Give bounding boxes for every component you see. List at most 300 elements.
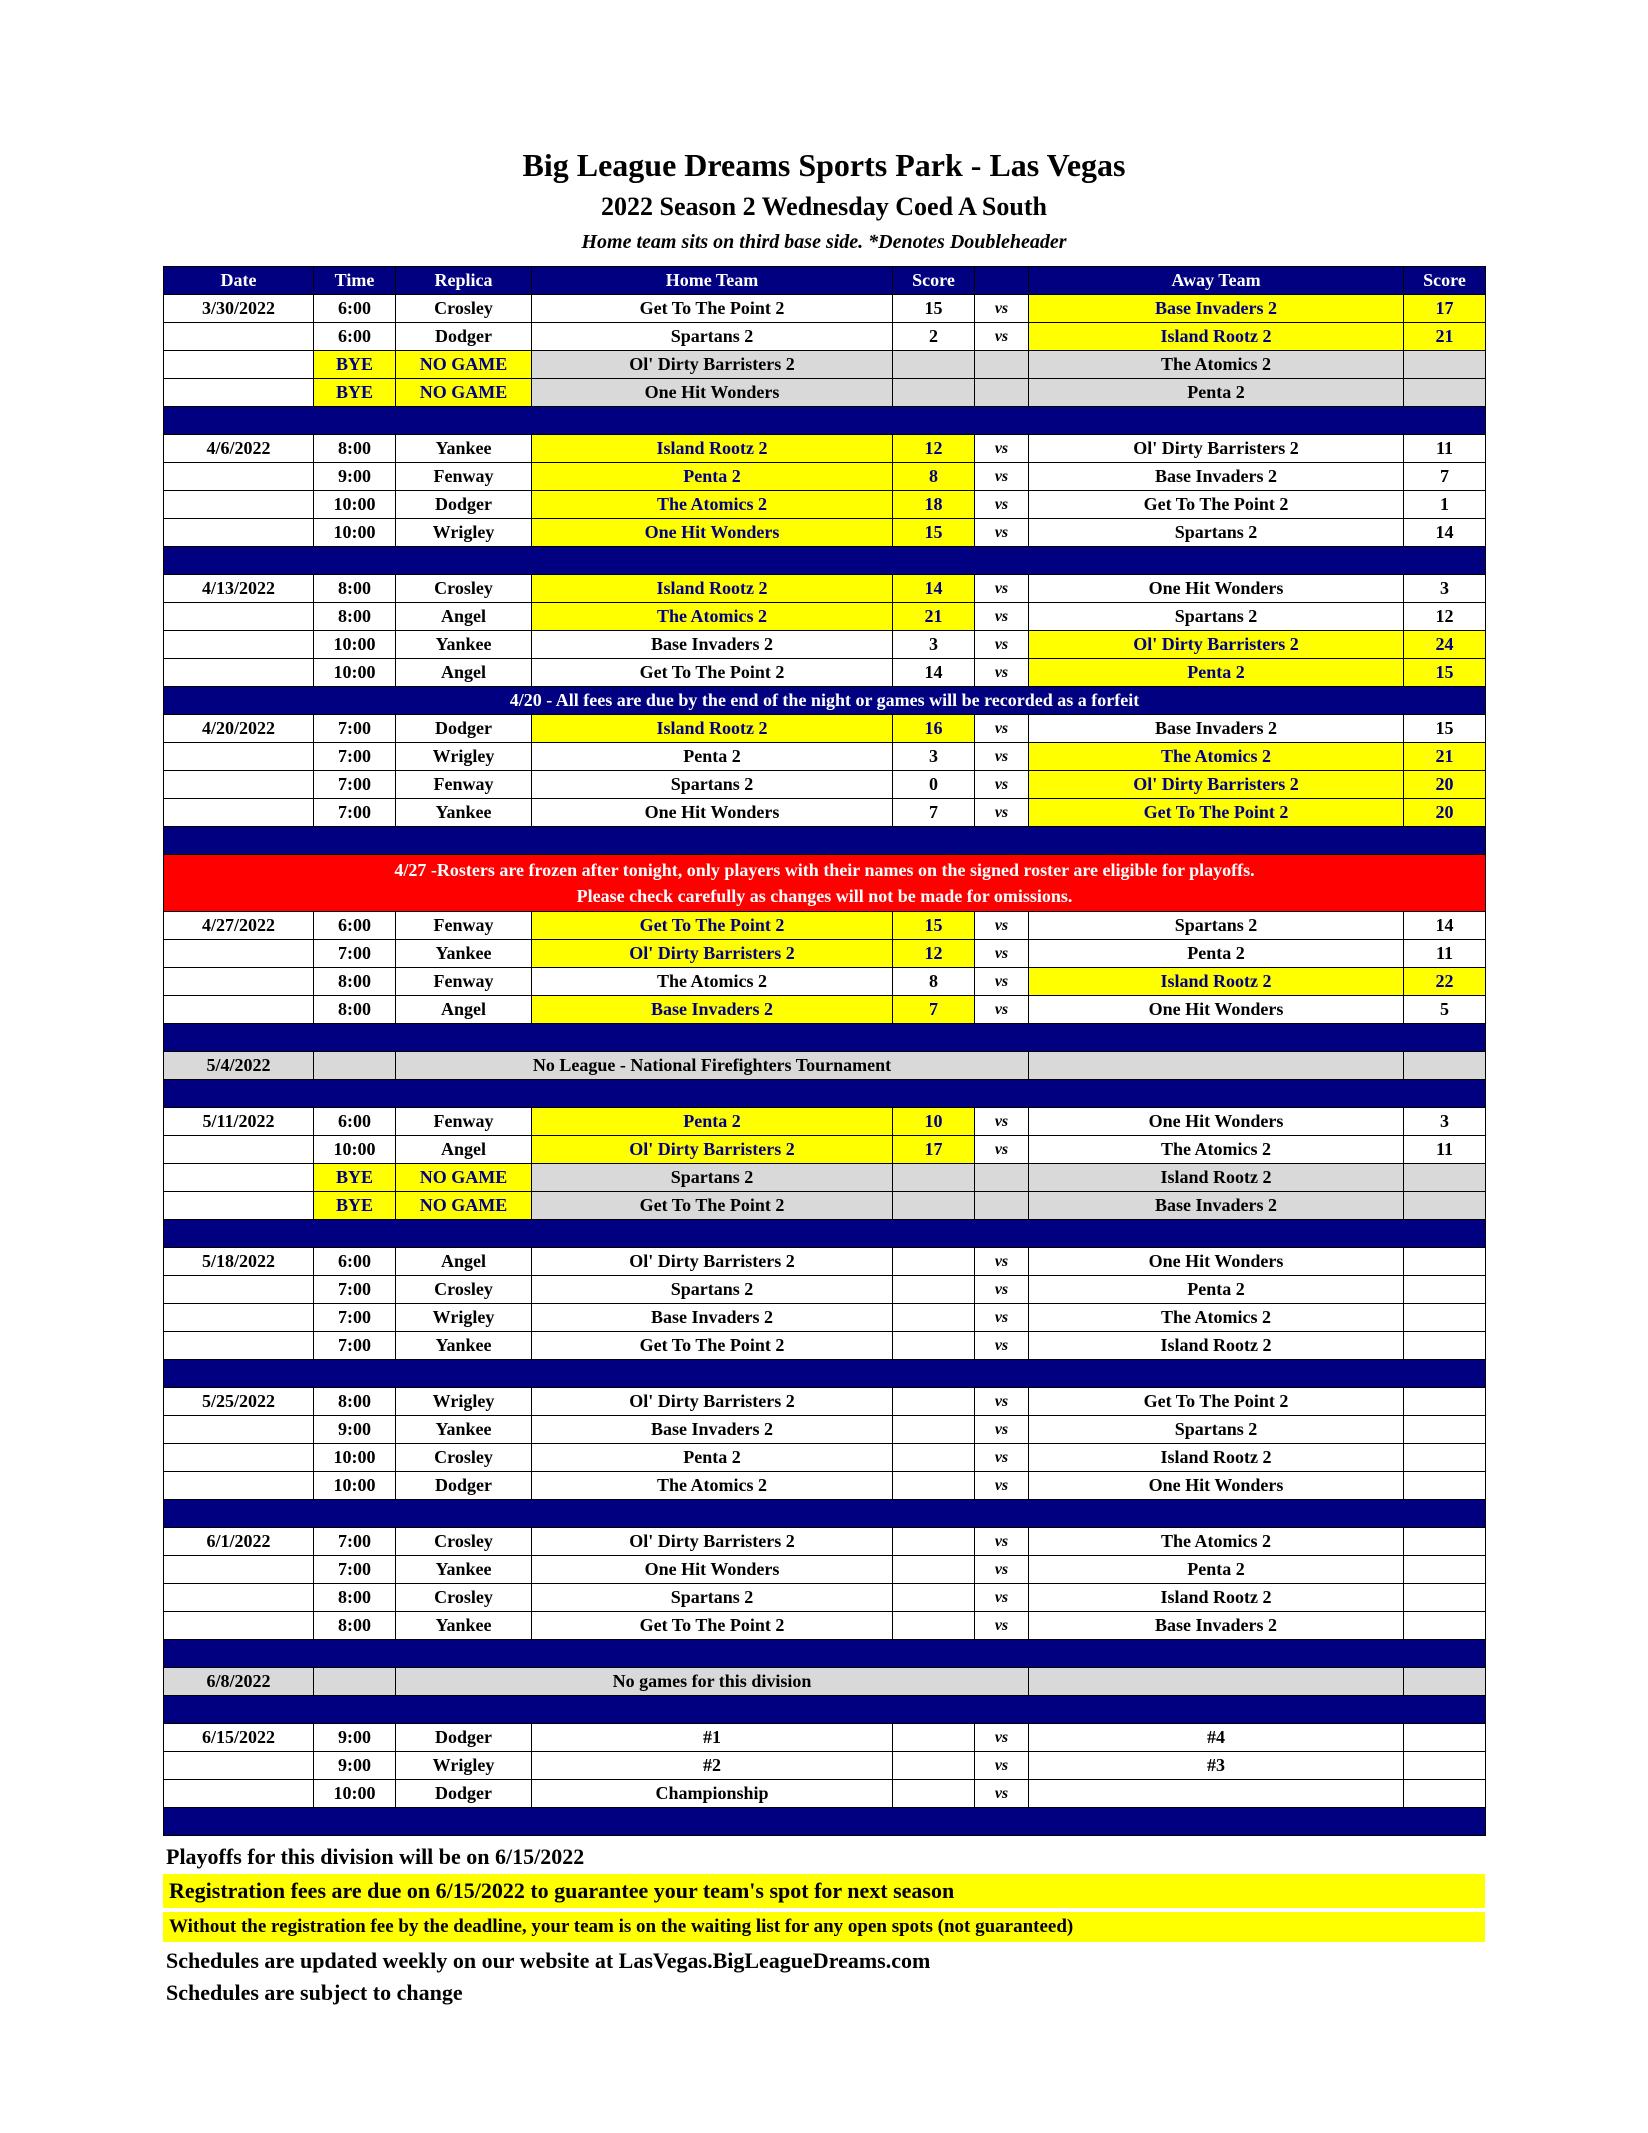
home-team-cell: Island Rootz 2 — [532, 435, 893, 463]
home-score-cell — [893, 1164, 975, 1192]
game-row — [164, 912, 1486, 940]
replica-cell: Angel — [396, 1248, 532, 1276]
vs-cell — [975, 1192, 1029, 1220]
vs-cell: vs — [975, 1444, 1029, 1472]
date-cell — [164, 1276, 314, 1304]
time-cell: 7:00 — [314, 1276, 396, 1304]
vs-cell — [975, 379, 1029, 407]
home-team-cell: Get To The Point 2 — [532, 1192, 893, 1220]
info-text-cell: No League - National Firefighters Tournament — [396, 1052, 1029, 1080]
time-cell: 6:00 — [314, 295, 396, 323]
away-team-cell: Island Rootz 2 — [1029, 1164, 1404, 1192]
replica-cell: Angel — [396, 1136, 532, 1164]
time-cell: 6:00 — [314, 323, 396, 351]
vs-cell: vs — [975, 1472, 1029, 1500]
date-cell — [164, 1752, 314, 1780]
vs-cell: vs — [975, 1108, 1029, 1136]
away-team-cell — [1029, 1052, 1404, 1080]
replica-cell: Yankee — [396, 940, 532, 968]
away-team-cell: Get To The Point 2 — [1029, 799, 1404, 827]
game-row — [164, 1332, 1486, 1360]
registration-note: Registration fees are due on 6/15/2022 to guarantee your team's spot for next season — [163, 1874, 1485, 1908]
away-team-cell: Island Rootz 2 — [1029, 968, 1404, 996]
vs-cell: vs — [975, 940, 1029, 968]
home-team-cell: The Atomics 2 — [532, 968, 893, 996]
vs-cell: vs — [975, 1136, 1029, 1164]
home-team-cell: Championship — [532, 1780, 893, 1808]
replica-cell: Fenway — [396, 463, 532, 491]
away-score-cell — [1404, 1724, 1486, 1752]
info-row — [164, 1052, 1486, 1080]
replica-cell: Dodger — [396, 1780, 532, 1808]
replica-cell: Dodger — [396, 715, 532, 743]
home-score-cell: 8 — [893, 463, 975, 491]
date-cell — [164, 659, 314, 687]
game-row — [164, 603, 1486, 631]
game-row — [164, 575, 1486, 603]
away-score-cell: 24 — [1404, 631, 1486, 659]
vs-cell: vs — [975, 1416, 1029, 1444]
replica-cell: Wrigley — [396, 1304, 532, 1332]
home-score-cell — [893, 379, 975, 407]
away-team-cell: Penta 2 — [1029, 940, 1404, 968]
away-team-cell: Get To The Point 2 — [1029, 491, 1404, 519]
home-score-cell: 17 — [893, 1136, 975, 1164]
home-score-cell — [893, 1388, 975, 1416]
schedule-table-body — [164, 295, 1486, 1836]
vs-cell: vs — [975, 519, 1029, 547]
away-team-cell: Penta 2 — [1029, 659, 1404, 687]
notice-line: 4/27 -Rosters are frozen after tonight, only players with their names on the signed roster are eligible for playoffs. — [394, 860, 1255, 881]
separator-row — [164, 1640, 1486, 1668]
time-cell: 10:00 — [314, 1472, 396, 1500]
replica-cell: Yankee — [396, 1332, 532, 1360]
replica-cell: Angel — [396, 603, 532, 631]
replica-cell: Yankee — [396, 799, 532, 827]
date-cell — [164, 1416, 314, 1444]
game-row — [164, 799, 1486, 827]
home-score-cell: 14 — [893, 659, 975, 687]
bye-row — [164, 1164, 1486, 1192]
away-team-cell: Base Invaders 2 — [1029, 1612, 1404, 1640]
separator-bar — [164, 1500, 1486, 1528]
away-score-cell: 17 — [1404, 295, 1486, 323]
away-score-cell: 22 — [1404, 968, 1486, 996]
roster-freeze-notice — [164, 855, 1486, 912]
vs-cell: vs — [975, 968, 1029, 996]
separator-bar — [164, 1696, 1486, 1724]
away-score-cell: 20 — [1404, 799, 1486, 827]
replica-cell: Wrigley — [396, 1388, 532, 1416]
time-cell: 6:00 — [314, 912, 396, 940]
away-team-cell: Island Rootz 2 — [1029, 323, 1404, 351]
time-cell: 10:00 — [314, 1136, 396, 1164]
home-team-cell: One Hit Wonders — [532, 799, 893, 827]
replica-cell: Fenway — [396, 968, 532, 996]
home-score-cell — [893, 1724, 975, 1752]
away-score-cell — [1404, 1612, 1486, 1640]
home-score-cell: 3 — [893, 743, 975, 771]
date-cell — [164, 1192, 314, 1220]
home-team-cell: The Atomics 2 — [532, 603, 893, 631]
time-cell: 7:00 — [314, 771, 396, 799]
away-team-cell: Base Invaders 2 — [1029, 295, 1404, 323]
game-row — [164, 1136, 1486, 1164]
game-row — [164, 491, 1486, 519]
replica-cell: Dodger — [396, 323, 532, 351]
away-team-cell: Base Invaders 2 — [1029, 715, 1404, 743]
home-score-cell: 12 — [893, 940, 975, 968]
home-score-cell: 0 — [893, 771, 975, 799]
column-header: Time — [314, 267, 396, 295]
away-score-cell — [1404, 1192, 1486, 1220]
game-row — [164, 743, 1486, 771]
separator-bar — [164, 547, 1486, 575]
away-score-cell: 11 — [1404, 1136, 1486, 1164]
vs-cell: vs — [975, 1752, 1029, 1780]
separator-bar — [164, 407, 1486, 435]
info-text-cell: No games for this division — [396, 1668, 1029, 1696]
replica-cell: Angel — [396, 996, 532, 1024]
separator-row — [164, 827, 1486, 855]
game-row — [164, 1752, 1486, 1780]
page-note: Home team sits on third base side. *Denotes Doubleheader — [581, 231, 1067, 254]
replica-cell: Yankee — [396, 631, 532, 659]
home-score-cell — [893, 1528, 975, 1556]
date-cell — [164, 603, 314, 631]
home-team-cell: Spartans 2 — [532, 1584, 893, 1612]
separator-bar — [164, 1360, 1486, 1388]
game-row — [164, 1780, 1486, 1808]
away-team-cell: One Hit Wonders — [1029, 575, 1404, 603]
away-score-cell — [1404, 1780, 1486, 1808]
date-cell — [164, 1444, 314, 1472]
home-score-cell — [893, 1752, 975, 1780]
date-cell — [164, 1612, 314, 1640]
replica-cell: Crosley — [396, 1584, 532, 1612]
date-cell: 4/20/2022 — [164, 715, 314, 743]
date-cell: 4/6/2022 — [164, 435, 314, 463]
date-cell: 5/25/2022 — [164, 1388, 314, 1416]
home-score-cell: 15 — [893, 519, 975, 547]
vs-cell: vs — [975, 603, 1029, 631]
game-row — [164, 940, 1486, 968]
column-header: Away Team — [1029, 267, 1404, 295]
vs-cell: vs — [975, 771, 1029, 799]
game-row — [164, 996, 1486, 1024]
date-cell: 5/4/2022 — [164, 1052, 314, 1080]
game-row — [164, 463, 1486, 491]
time-cell: 9:00 — [314, 1724, 396, 1752]
vs-cell: vs — [975, 1248, 1029, 1276]
game-row — [164, 1472, 1486, 1500]
game-row — [164, 519, 1486, 547]
away-team-cell: The Atomics 2 — [1029, 1304, 1404, 1332]
replica-cell: Dodger — [396, 491, 532, 519]
game-row — [164, 323, 1486, 351]
time-cell: 7:00 — [314, 799, 396, 827]
replica-cell: Fenway — [396, 771, 532, 799]
date-cell: 4/13/2022 — [164, 575, 314, 603]
away-team-cell: Spartans 2 — [1029, 519, 1404, 547]
home-team-cell: Ol' Dirty Barristers 2 — [532, 1248, 893, 1276]
replica-cell: Yankee — [396, 1556, 532, 1584]
fees-notice: 4/20 - All fees are due by the end of the night or games will be recorded as a forfeit — [164, 687, 1486, 715]
away-score-cell: 7 — [1404, 463, 1486, 491]
time-cell: 8:00 — [314, 1612, 396, 1640]
replica-cell: Fenway — [396, 1108, 532, 1136]
bye-row — [164, 1192, 1486, 1220]
away-team-cell: Base Invaders 2 — [1029, 1192, 1404, 1220]
subject-to-change-note: Schedules are subject to change — [166, 1980, 463, 2006]
away-team-cell: One Hit Wonders — [1029, 996, 1404, 1024]
home-team-cell: Spartans 2 — [532, 1164, 893, 1192]
time-cell: 9:00 — [314, 463, 396, 491]
away-team-cell: The Atomics 2 — [1029, 1136, 1404, 1164]
home-team-cell: Spartans 2 — [532, 1276, 893, 1304]
info-row — [164, 1668, 1486, 1696]
away-score-cell — [1404, 1416, 1486, 1444]
time-cell: 10:00 — [314, 631, 396, 659]
game-row — [164, 1276, 1486, 1304]
date-cell: 6/15/2022 — [164, 1724, 314, 1752]
home-team-cell: Base Invaders 2 — [532, 1304, 893, 1332]
away-team-cell: Penta 2 — [1029, 1276, 1404, 1304]
away-score-cell — [1404, 1276, 1486, 1304]
home-score-cell: 2 — [893, 323, 975, 351]
separator-row — [164, 1360, 1486, 1388]
away-team-cell: Ol' Dirty Barristers 2 — [1029, 771, 1404, 799]
home-team-cell: Island Rootz 2 — [532, 715, 893, 743]
home-team-cell: #2 — [532, 1752, 893, 1780]
home-score-cell — [893, 1248, 975, 1276]
home-team-cell: Penta 2 — [532, 1108, 893, 1136]
replica-cell: NO GAME — [396, 351, 532, 379]
home-score-cell: 3 — [893, 631, 975, 659]
date-cell: 4/27/2022 — [164, 912, 314, 940]
game-row — [164, 435, 1486, 463]
replica-cell: Crosley — [396, 1528, 532, 1556]
roster-notice-row — [164, 855, 1486, 912]
home-score-cell — [893, 1780, 975, 1808]
away-score-cell — [1404, 351, 1486, 379]
game-row — [164, 1556, 1486, 1584]
away-team-cell: #3 — [1029, 1752, 1404, 1780]
away-score-cell — [1404, 1528, 1486, 1556]
vs-cell — [975, 351, 1029, 379]
separator-row — [164, 1080, 1486, 1108]
column-header: Score — [1404, 267, 1486, 295]
away-score-cell: 11 — [1404, 940, 1486, 968]
replica-cell: Yankee — [396, 435, 532, 463]
column-header: Replica — [396, 267, 532, 295]
vs-cell: vs — [975, 1332, 1029, 1360]
away-score-cell: 1 — [1404, 491, 1486, 519]
away-score-cell — [1404, 1304, 1486, 1332]
date-cell — [164, 491, 314, 519]
away-score-cell: 15 — [1404, 659, 1486, 687]
home-team-cell: One Hit Wonders — [532, 1556, 893, 1584]
replica-cell: NO GAME — [396, 1164, 532, 1192]
home-team-cell: Ol' Dirty Barristers 2 — [532, 940, 893, 968]
date-cell — [164, 1556, 314, 1584]
vs-cell: vs — [975, 1304, 1029, 1332]
vs-cell: vs — [975, 491, 1029, 519]
home-score-cell: 15 — [893, 912, 975, 940]
replica-cell: Dodger — [396, 1472, 532, 1500]
home-team-cell: Base Invaders 2 — [532, 1416, 893, 1444]
home-score-cell: 8 — [893, 968, 975, 996]
away-score-cell: 21 — [1404, 743, 1486, 771]
date-cell — [164, 771, 314, 799]
home-score-cell — [893, 1612, 975, 1640]
time-cell: 7:00 — [314, 1304, 396, 1332]
away-score-cell — [1404, 1164, 1486, 1192]
time-cell: BYE — [314, 379, 396, 407]
away-team-cell: The Atomics 2 — [1029, 351, 1404, 379]
away-team-cell: One Hit Wonders — [1029, 1472, 1404, 1500]
away-team-cell: #4 — [1029, 1724, 1404, 1752]
separator-row — [164, 407, 1486, 435]
away-score-cell: 15 — [1404, 715, 1486, 743]
date-cell: 6/1/2022 — [164, 1528, 314, 1556]
vs-cell: vs — [975, 1780, 1029, 1808]
date-cell — [164, 323, 314, 351]
time-cell: 8:00 — [314, 435, 396, 463]
separator-row — [164, 1500, 1486, 1528]
home-team-cell: Penta 2 — [532, 1444, 893, 1472]
time-cell: 8:00 — [314, 1388, 396, 1416]
bye-row — [164, 379, 1486, 407]
time-cell: 10:00 — [314, 491, 396, 519]
vs-cell: vs — [975, 1584, 1029, 1612]
home-team-cell: Island Rootz 2 — [532, 575, 893, 603]
home-score-cell: 12 — [893, 435, 975, 463]
away-score-cell: 14 — [1404, 912, 1486, 940]
date-cell — [164, 351, 314, 379]
separator-row — [164, 1220, 1486, 1248]
home-team-cell: Penta 2 — [532, 463, 893, 491]
time-cell: 8:00 — [314, 968, 396, 996]
page-subtitle: 2022 Season 2 Wednesday Coed A South — [601, 192, 1047, 222]
home-team-cell: Ol' Dirty Barristers 2 — [532, 1388, 893, 1416]
schedule-table — [163, 266, 1486, 1836]
home-team-cell: Spartans 2 — [532, 323, 893, 351]
time-cell: 7:00 — [314, 1332, 396, 1360]
vs-cell: vs — [975, 1556, 1029, 1584]
bye-row — [164, 351, 1486, 379]
time-cell: BYE — [314, 1164, 396, 1192]
separator-row — [164, 547, 1486, 575]
home-score-cell — [893, 1472, 975, 1500]
time-cell: 8:00 — [314, 996, 396, 1024]
home-team-cell: Base Invaders 2 — [532, 996, 893, 1024]
replica-cell: Dodger — [396, 1724, 532, 1752]
home-score-cell: 16 — [893, 715, 975, 743]
away-score-cell: 21 — [1404, 323, 1486, 351]
away-team-cell: One Hit Wonders — [1029, 1108, 1404, 1136]
away-team-cell: Ol' Dirty Barristers 2 — [1029, 631, 1404, 659]
away-team-cell — [1029, 1668, 1404, 1696]
home-team-cell: Spartans 2 — [532, 771, 893, 799]
replica-cell: Fenway — [396, 912, 532, 940]
replica-cell: Wrigley — [396, 519, 532, 547]
time-cell: 10:00 — [314, 659, 396, 687]
home-score-cell: 7 — [893, 996, 975, 1024]
home-team-cell: Base Invaders 2 — [532, 631, 893, 659]
home-team-cell: Penta 2 — [532, 743, 893, 771]
replica-cell: Yankee — [396, 1612, 532, 1640]
date-cell — [164, 799, 314, 827]
date-cell — [164, 968, 314, 996]
home-team-cell: #1 — [532, 1724, 893, 1752]
home-team-cell: Get To The Point 2 — [532, 295, 893, 323]
vs-cell — [975, 1164, 1029, 1192]
home-score-cell — [893, 1584, 975, 1612]
vs-cell: vs — [975, 1276, 1029, 1304]
date-cell: 6/8/2022 — [164, 1668, 314, 1696]
column-header: Home Team — [532, 267, 893, 295]
date-cell: 5/18/2022 — [164, 1248, 314, 1276]
home-score-cell — [893, 1416, 975, 1444]
away-score-cell: 5 — [1404, 996, 1486, 1024]
playoffs-note: Playoffs for this division will be on 6/15/2022 — [166, 1844, 585, 1870]
home-score-cell — [893, 1444, 975, 1472]
time-cell: 8:00 — [314, 603, 396, 631]
vs-cell: vs — [975, 743, 1029, 771]
notice-line: Please check carefully as changes will not be made for omissions. — [576, 886, 1073, 907]
date-cell — [164, 631, 314, 659]
column-header — [975, 267, 1029, 295]
game-row — [164, 968, 1486, 996]
league-notice-row — [164, 687, 1486, 715]
home-team-cell: Ol' Dirty Barristers 2 — [532, 351, 893, 379]
column-header: Score — [893, 267, 975, 295]
away-team-cell: Island Rootz 2 — [1029, 1584, 1404, 1612]
vs-cell: vs — [975, 1612, 1029, 1640]
column-header: Date — [164, 267, 314, 295]
date-cell — [164, 1780, 314, 1808]
home-score-cell: 10 — [893, 1108, 975, 1136]
home-score-cell: 14 — [893, 575, 975, 603]
away-score-cell: 20 — [1404, 771, 1486, 799]
vs-cell: vs — [975, 1724, 1029, 1752]
separator-row — [164, 1808, 1486, 1836]
footer — [163, 1844, 1485, 2006]
separator-bar — [164, 827, 1486, 855]
replica-cell: Crosley — [396, 1276, 532, 1304]
away-team-cell: Island Rootz 2 — [1029, 1332, 1404, 1360]
date-cell — [164, 743, 314, 771]
separator-bar — [164, 1640, 1486, 1668]
away-score-cell — [1404, 1668, 1486, 1696]
replica-cell: Yankee — [396, 1416, 532, 1444]
game-row — [164, 295, 1486, 323]
away-score-cell: 14 — [1404, 519, 1486, 547]
vs-cell: vs — [975, 799, 1029, 827]
vs-cell: vs — [975, 659, 1029, 687]
away-team-cell — [1029, 1780, 1404, 1808]
time-cell: 7:00 — [314, 940, 396, 968]
time-cell: 6:00 — [314, 1248, 396, 1276]
game-row — [164, 771, 1486, 799]
date-cell — [164, 996, 314, 1024]
game-row — [164, 1584, 1486, 1612]
away-score-cell — [1404, 1556, 1486, 1584]
schedule-table-head — [164, 267, 1486, 295]
game-row — [164, 659, 1486, 687]
separator-row — [164, 1024, 1486, 1052]
